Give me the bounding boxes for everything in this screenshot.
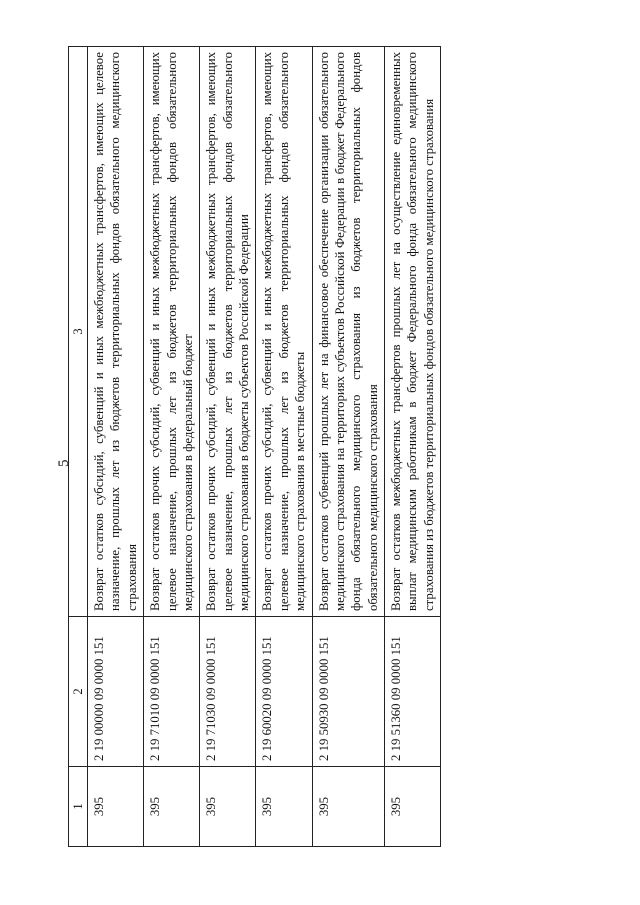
table-row <box>144 47 200 847</box>
description-cell: Возврат остатков межбюджетных трансфертов прошлых лет на осуществление единовременных выплат медицинским работникам в бюджет Федерального фонда обязательного медицинского страхования из бюджетов территориальных фондов обязательного медицинского страхования <box>385 47 441 617</box>
table-header-row <box>69 47 88 847</box>
admin-code-cell: 395 <box>256 767 312 847</box>
description-cell: Возврат остатков прочих субсидий, субвенций и иных межбюджетных трансфертов, имеющих целевое назначение, прошлых лет из бюджетов территориальных фондов обязательного медицинского страхования в местные бюджеты <box>256 47 312 617</box>
description-cell: Возврат остатков субвенций прошлых лет на финансовое обеспечение организации обязательного медицинского страхования на территориях субъектов Российской Федерации в бюджет Федерального фонда обязательного медицинского страхования из бюджетов территориальных фондов обязательного медицинского страхования <box>312 47 385 617</box>
admin-code-cell: 395 <box>200 767 256 847</box>
header-col-2: 2 <box>69 617 88 767</box>
kbk-code-cell: 2 19 71030 09 0000 151 <box>200 617 256 767</box>
kbk-code-cell: 2 19 71010 09 0000 151 <box>144 617 200 767</box>
kbk-code-cell: 2 19 00000 09 0000 151 <box>88 617 144 767</box>
description-cell: Возврат остатков прочих субсидий, субвенций и иных межбюджетных трансфертов, имеющих целевое назначение, прошлых лет из бюджетов территориальных фондов обязательного медицинского страхования в бюджеты субъектов Российской Федерации <box>200 47 256 617</box>
kbk-code-cell: 2 19 50930 09 0000 151 <box>312 617 385 767</box>
budget-codes-table <box>68 46 441 847</box>
description-cell: Возврат остатков субсидий, субвенций и иных межбюджетных трансфертов, имеющих целевое назначение, прошлых лет из бюджетов территориальных фондов обязательного медицинского страхования <box>88 47 144 617</box>
table-row <box>88 47 144 847</box>
admin-code-cell: 395 <box>385 767 441 847</box>
admin-code-cell: 395 <box>144 767 200 847</box>
kbk-code-cell: 2 19 51360 09 0000 151 <box>385 617 441 767</box>
description-cell: Возврат остатков прочих субсидий, субвенций и иных межбюджетных трансфертов, имеющих целевое назначение, прошлых лет из бюджетов территориальных фондов обязательного медицинского страхования в федеральный бюджет <box>144 47 200 617</box>
table-row <box>200 47 256 847</box>
table-row <box>312 47 385 847</box>
admin-code-cell: 395 <box>312 767 385 847</box>
table-row <box>256 47 312 847</box>
table-row <box>385 47 441 847</box>
kbk-code-cell: 2 19 60020 09 0000 151 <box>256 617 312 767</box>
header-col-1: 1 <box>69 767 88 847</box>
admin-code-cell: 395 <box>88 767 144 847</box>
header-col-3: 3 <box>69 47 88 617</box>
page-number: 5 <box>56 459 72 467</box>
